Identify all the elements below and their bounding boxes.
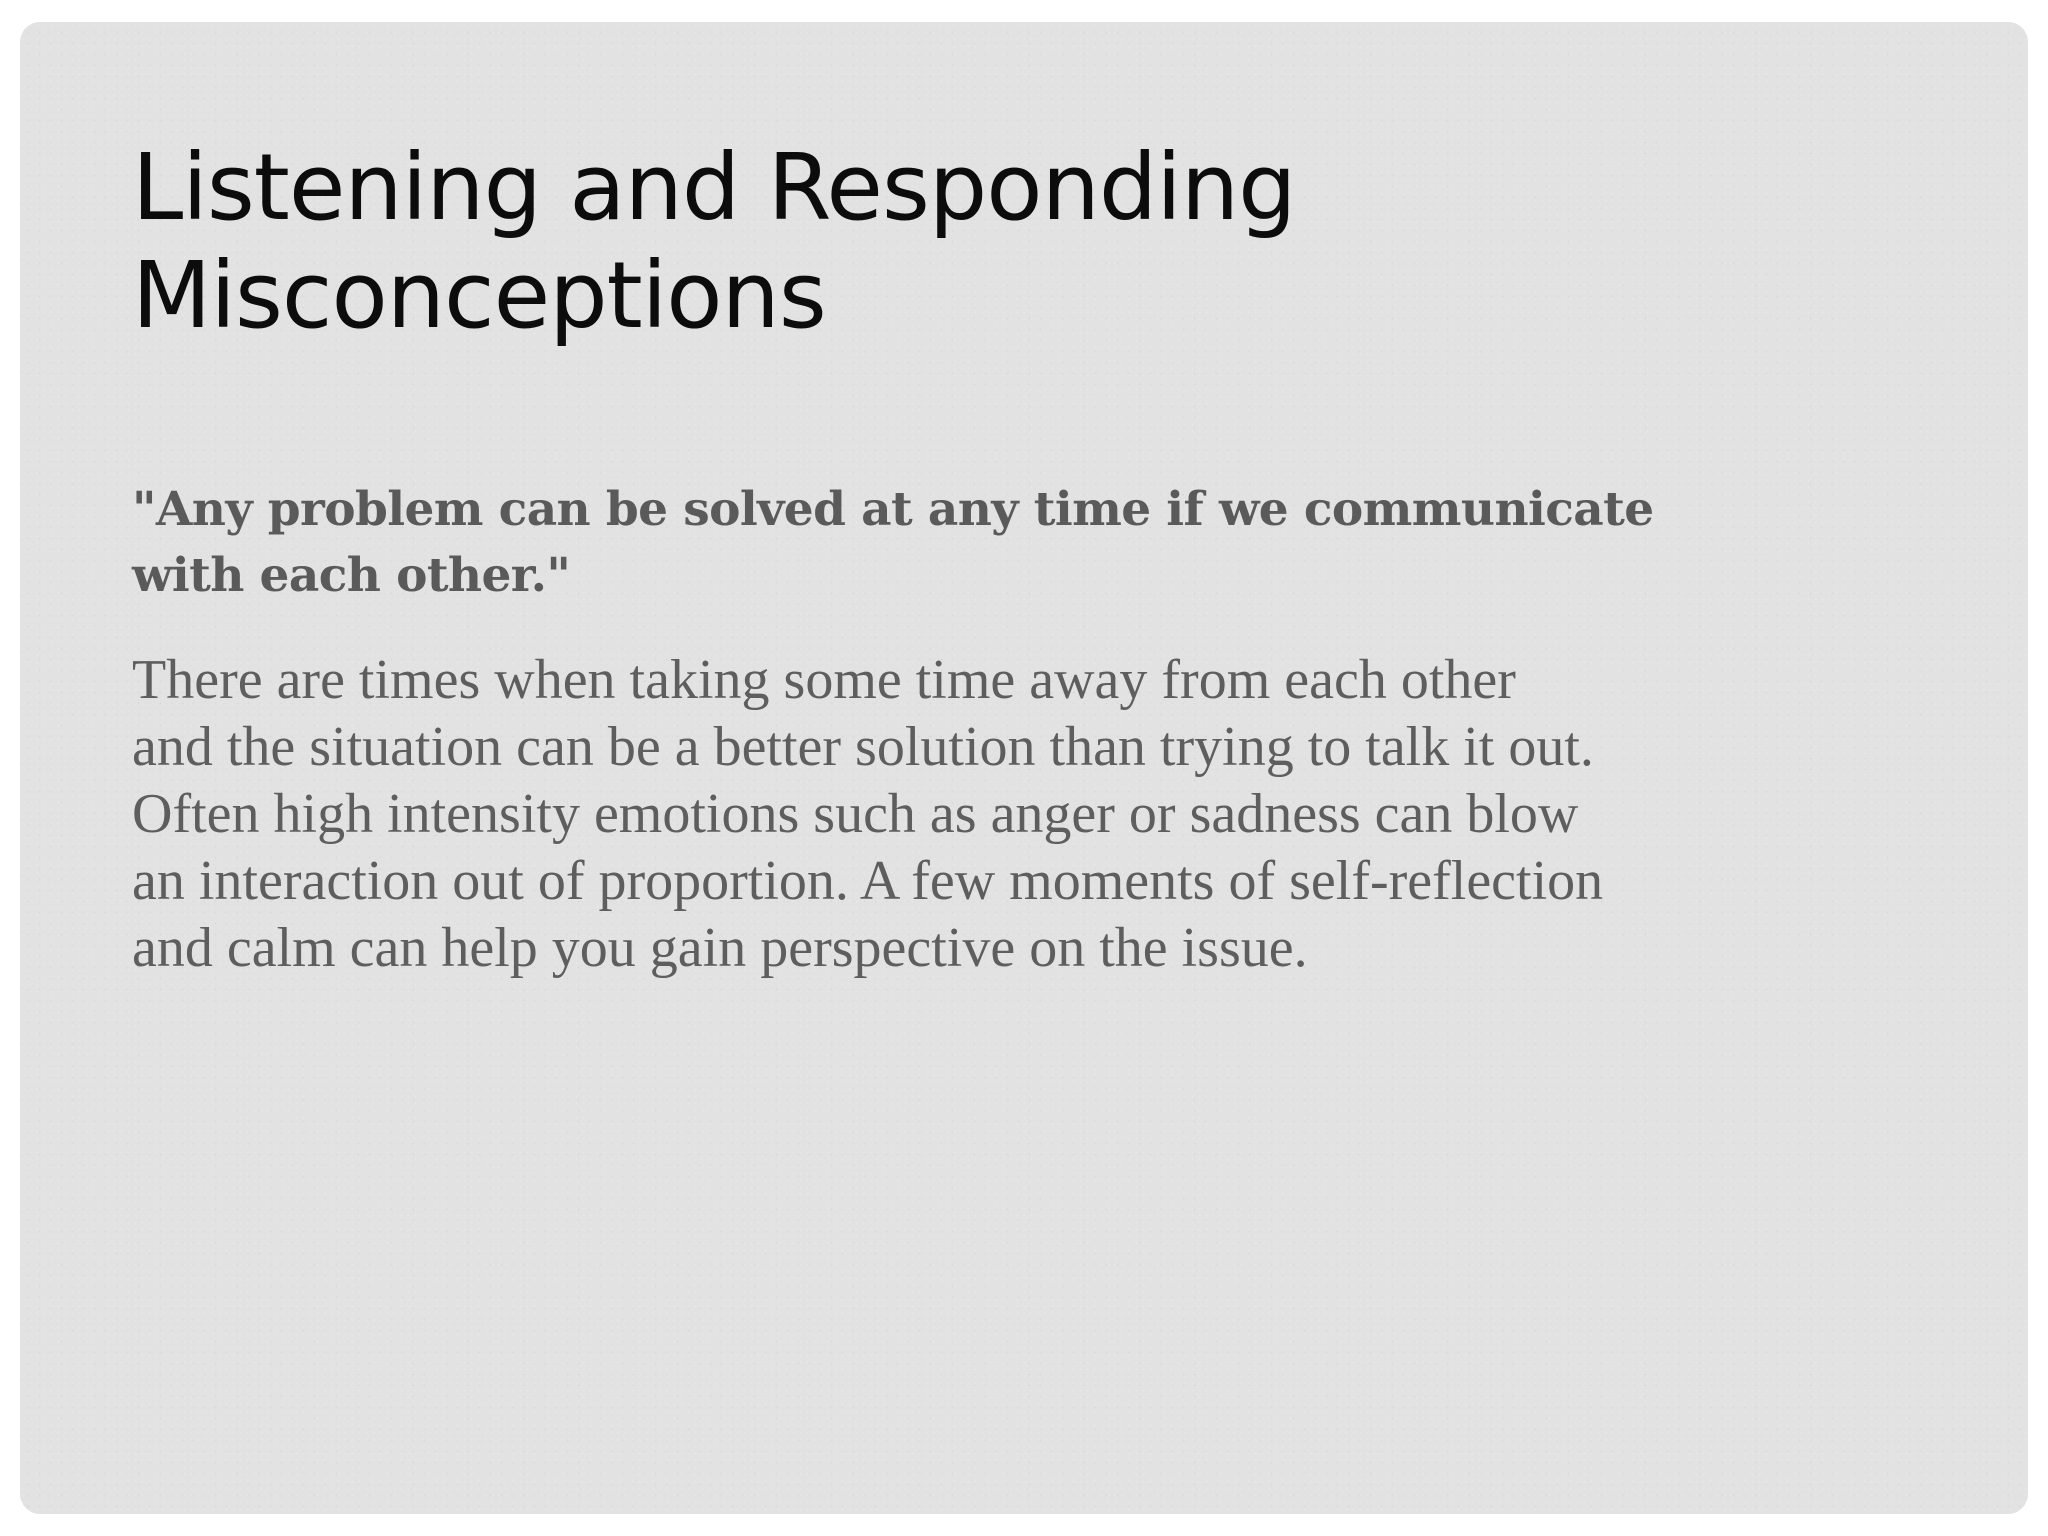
title-line-1: Listening and Responding (132, 134, 1296, 241)
quote-line-2: with each other." (132, 548, 571, 603)
slide-panel (20, 22, 2028, 1514)
slide-title (132, 134, 1832, 350)
body-line-2: and the situation can be a better solution than trying to talk it out. (132, 716, 1594, 778)
body-line-3: Often high intensity emotions such as anger or sadness can blow (132, 783, 1579, 845)
explanation-paragraph (132, 647, 1832, 982)
body-line-4: an interaction out of proportion. A few moments of self-reflection (132, 850, 1604, 912)
slide-content (132, 477, 1832, 982)
title-line-2: Misconceptions (132, 242, 826, 349)
misconception-quote (132, 477, 1832, 609)
body-line-5: and calm can help you gain perspective on the issue. (132, 917, 1308, 979)
body-line-1: There are times when taking some time away from each other (132, 649, 1516, 711)
quote-line-1: "Any problem can be solved at any time if we communicate (132, 482, 1654, 537)
